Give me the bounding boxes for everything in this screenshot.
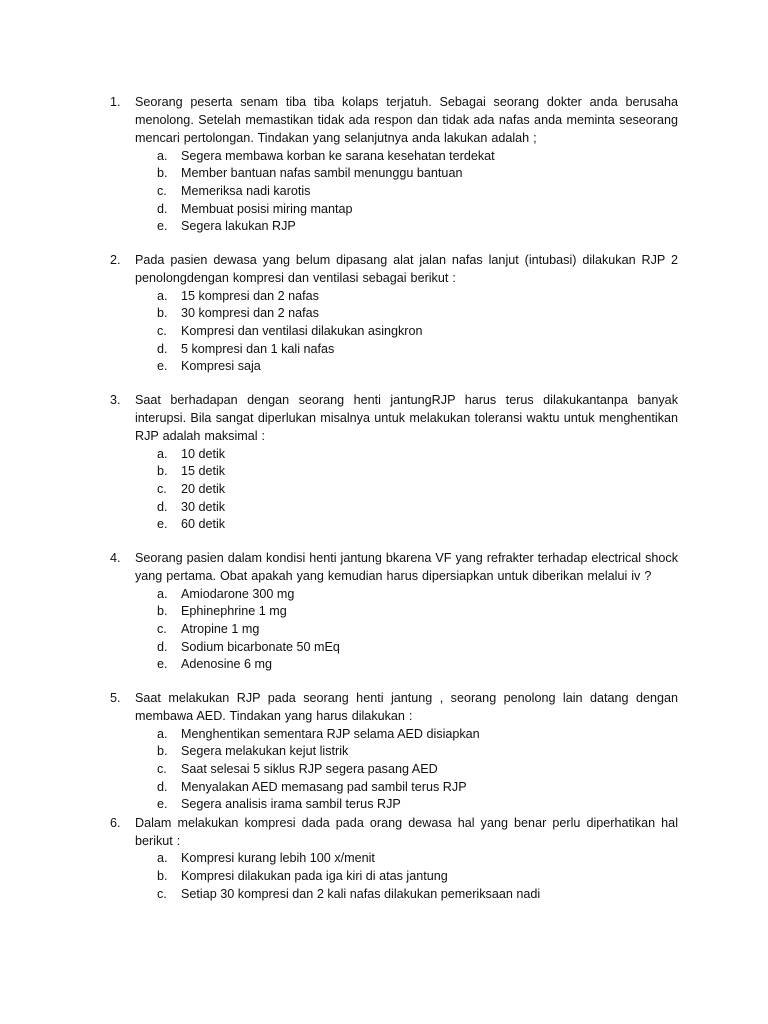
option-letter: b.	[157, 869, 168, 884]
option-letter: e.	[157, 359, 168, 374]
option-letter: b.	[157, 464, 168, 479]
option-text: Memeriksa nadi karotis	[181, 184, 311, 199]
option-c	[157, 886, 678, 904]
question-text: Saat berhadapan dengan seorang henti jantungRJP harus terus dilakukantanpa banyak interupsi. Bila sangat diperlukan misalnya untuk melakukan toleransi waktu untuk menghentikan RJP adalah maksimal :	[135, 393, 678, 444]
option-e	[157, 358, 678, 376]
option-c	[157, 621, 678, 639]
option-text: 30 kompresi dan 2 nafas	[181, 306, 319, 321]
option-a	[157, 850, 678, 868]
option-text: Sodium bicarbonate 50 mEq	[181, 639, 340, 654]
question-number: 3.	[110, 393, 121, 408]
option-text: Segera lakukan RJP	[181, 219, 296, 234]
option-letter: b.	[157, 166, 168, 181]
option-letter: c.	[157, 323, 167, 338]
question-text: Pada pasien dewasa yang belum dipasang alat jalan nafas lanjut (intubasi) dilakukan RJP 2 penolongdengan kompresi dan ventilasi sebagai berikut :	[135, 253, 678, 286]
option-text: 15 detik	[181, 464, 226, 479]
option-b	[157, 743, 678, 761]
option-e	[157, 218, 678, 236]
option-text: Kompresi dan ventilasi dilakukan asingkron	[181, 323, 423, 338]
option-letter: a.	[157, 446, 168, 461]
option-c	[157, 481, 678, 499]
question-number: 6.	[110, 816, 121, 831]
option-letter: b.	[157, 306, 168, 321]
question-1	[110, 93, 678, 236]
option-letter: a.	[157, 586, 168, 601]
option-c	[157, 761, 678, 779]
option-letter: e.	[157, 797, 168, 812]
option-letter: a.	[157, 288, 168, 303]
option-list	[135, 850, 678, 903]
option-c	[157, 323, 678, 341]
option-a	[157, 288, 678, 306]
question-6	[110, 814, 678, 904]
option-b	[157, 165, 678, 183]
question-number: 2.	[110, 253, 121, 268]
option-letter: d.	[157, 499, 168, 514]
option-text: Amiodarone 300 mg	[181, 586, 295, 601]
option-d	[157, 201, 678, 219]
option-b	[157, 603, 678, 621]
option-text: Segera membawa korban ke sarana kesehatan terdekat	[181, 148, 495, 163]
option-text: Segera analisis irama sambil terus RJP	[181, 797, 401, 812]
option-text: Kompresi dilakukan pada iga kiri di atas jantung	[181, 869, 448, 884]
question-text: Dalam melakukan kompresi dada pada orang dewasa hal yang benar perlu diperhatikan hal berikut :	[135, 816, 678, 849]
question-text: Seorang peserta senam tiba tiba kolaps terjatuh. Sebagai seorang dokter anda berusaha menolong. Setelah memastikan tidak ada respon dan tidak ada nafas anda meminta seseorang mencari pertolongan. Tindakan yang selanjutnya anda lakukan adalah ;	[135, 95, 678, 146]
option-a	[157, 726, 678, 744]
option-letter: a.	[157, 148, 168, 163]
option-text: 5 kompresi dan 1 kali nafas	[181, 341, 335, 356]
option-e	[157, 656, 678, 674]
option-text: Menghentikan sementara RJP selama AED disiapkan	[181, 726, 480, 741]
option-text: Ephinephrine 1 mg	[181, 604, 287, 619]
option-text: Adenosine 6 mg	[181, 657, 273, 672]
question-number: 1.	[110, 95, 121, 109]
option-letter: c.	[157, 761, 167, 776]
question-number: 4.	[110, 551, 121, 566]
option-letter: c.	[157, 886, 167, 901]
option-letter: a.	[157, 851, 168, 866]
question-5	[110, 689, 678, 814]
option-letter: e.	[157, 219, 168, 234]
option-text: Segera melakukan kejut listrik	[181, 744, 349, 759]
option-text: 60 detik	[181, 517, 226, 532]
option-letter: d.	[157, 779, 168, 794]
option-a	[157, 586, 678, 604]
option-text: Kompresi saja	[181, 359, 261, 374]
option-text: Member bantuan nafas sambil menunggu bantuan	[181, 166, 463, 181]
option-letter: b.	[157, 604, 168, 619]
question-4	[110, 549, 678, 674]
option-b	[157, 305, 678, 323]
option-list	[135, 446, 678, 535]
option-letter: d.	[157, 341, 168, 356]
option-c	[157, 183, 678, 201]
option-text: 15 kompresi dan 2 nafas	[181, 288, 319, 303]
option-letter: a.	[157, 726, 168, 741]
option-text: Saat selesai 5 siklus RJP segera pasang AED	[181, 761, 438, 776]
option-text: 30 detik	[181, 499, 226, 514]
option-d	[157, 639, 678, 657]
option-text: Menyalakan AED memasang pad sambil terus RJP	[181, 779, 467, 794]
option-d	[157, 341, 678, 359]
option-a	[157, 148, 678, 166]
option-list	[135, 288, 678, 377]
option-list	[135, 726, 678, 815]
question-2	[110, 251, 678, 376]
option-b	[157, 463, 678, 481]
option-b	[157, 868, 678, 886]
option-letter: d.	[157, 201, 168, 216]
option-text: Setiap 30 kompresi dan 2 kali nafas dilakukan pemeriksaan nadi	[181, 886, 541, 901]
option-text: 10 detik	[181, 446, 226, 461]
option-text: Membuat posisi miring mantap	[181, 201, 353, 216]
option-text: 20 detik	[181, 482, 226, 497]
option-letter: e.	[157, 657, 168, 672]
option-text: Atropine 1 mg	[181, 621, 260, 636]
option-d	[157, 499, 678, 517]
question-text: Saat melakukan RJP pada seorang henti jantung , seorang penolong lain datang dengan membawa AED. Tindakan yang harus dilakukan :	[135, 691, 678, 724]
option-text: Kompresi kurang lebih 100 x/menit	[181, 851, 375, 866]
question-list	[110, 93, 678, 904]
question-3	[110, 391, 678, 534]
option-letter: e.	[157, 517, 168, 532]
option-letter: b.	[157, 744, 168, 759]
question-number: 5.	[110, 691, 121, 706]
option-letter: c.	[157, 482, 167, 497]
option-d	[157, 779, 678, 797]
option-list	[135, 586, 678, 675]
option-letter: d.	[157, 639, 168, 654]
question-text: Seorang pasien dalam kondisi henti jantung bkarena VF yang refrakter terhadap electrical shock yang pertama. Obat apakah yang kemudian harus dipersiapkan untuk diberikan melalui iv ?	[135, 551, 678, 584]
option-e	[157, 796, 678, 814]
option-e	[157, 516, 678, 534]
option-letter: c.	[157, 621, 167, 636]
option-a	[157, 446, 678, 464]
option-letter: c.	[157, 184, 167, 199]
option-list	[135, 148, 678, 237]
